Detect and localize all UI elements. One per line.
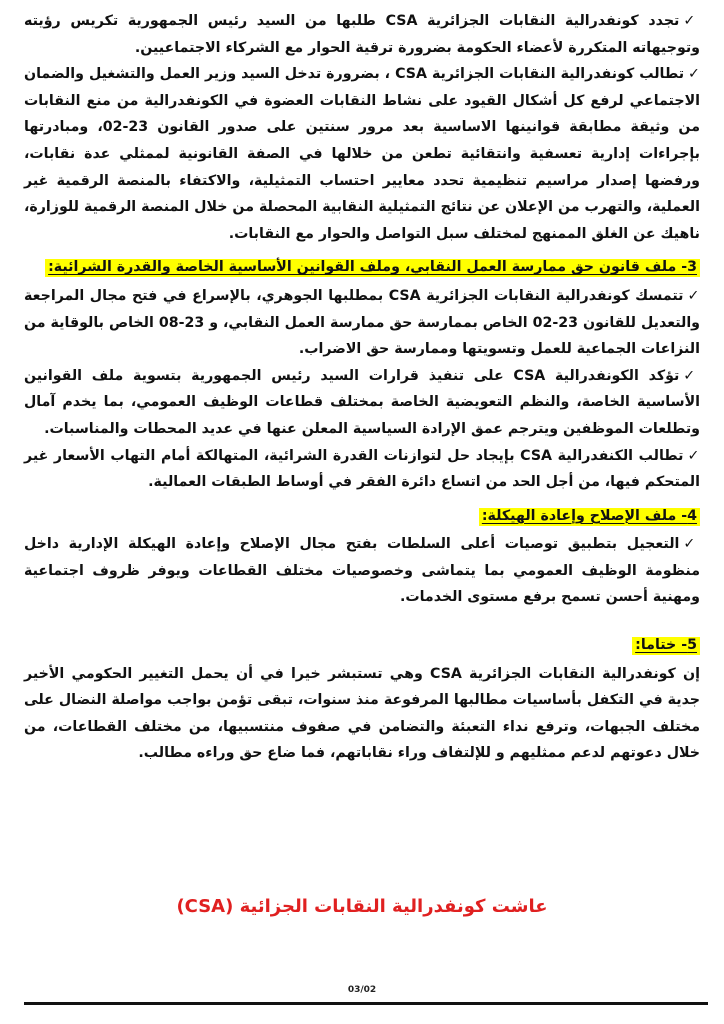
bullet-paragraph	[24, 283, 700, 363]
page-number: 03/02	[347, 985, 377, 995]
spacer	[24, 611, 700, 625]
checkmark-icon: ✓	[688, 66, 700, 83]
document-body	[24, 8, 700, 767]
bullet-paragraph	[24, 531, 700, 611]
highlighted-heading: 4- ملف الإصلاح وإعادة الهيكلة:	[479, 508, 700, 526]
paragraph-text: تجدد كونفدرالية النقابات الجزائرية CSA طلبها من السيد رئيس الجمهورية تكريس رؤيته وتوجيهاته المتكررة لأعضاء الحكومة بضرورة ترقية الحوار مع الشركاء الاجتماعيين.	[24, 13, 700, 56]
footer-divider	[24, 1002, 708, 1005]
checkmark-icon: ✓	[683, 536, 701, 553]
section-heading-5	[24, 632, 700, 659]
section-heading-3	[24, 254, 700, 281]
section-heading-4	[24, 503, 700, 530]
bullet-paragraph	[24, 443, 700, 496]
paragraph-text: تطالب الكنفدرالية CSA بإيجاد حل لتوازنات القدرة الشرائية، المتهالكة أمام التهاب الأسعار غير المتحكم فيها، من أجل الحد من اتساع دائرة الفقر في أوساط الطبقات العمالية.	[24, 447, 700, 491]
paragraph-text: تطالب كونفدرالية النقابات الجزائرية CSA ، بضرورة تدخل السيد وزير العمل والتشغيل والضمان الاجتماعي لرفع كل أشكال القيود على نشاط النقابات العضوة في الكونفدرالية من منع النقابات من وثيقة مطابقة قوانينها الاساسية بعد مرور سنتين على صدور القانون 23-02، ومبادرتها بإجراءات إدارية تعسفية وانتقائية تطعن من خلالها في الصفة القانونية لممثلي عدة نقابات، ورفضها إصدار مراسيم تنظيمية تحدد معايير احتساب التمثيلية، والاكتفاء بالمنصة الرقمية غير العملية، والتهرب من الإعلان عن نتائج التمثيلية النقابية المحصلة من خلال المنصة الرقمية للوزارة، ناهيك عن الغلق الممنهج لمختلف سبل التواصل والحوار مع النقابات.	[24, 66, 700, 242]
conclusion-paragraph: إن كونفدرالية النقابات الجزائرية CSA وهي تستبشر خيرا في أن يحمل التغيير الحكومي الأخير جدية في التكفل بأساسيات مطالبها المرفوعة منذ سنوات، تبقى تؤمن بواجب مواصلة النضال على مختلف الجبهات، وترفع نداء التعبئة والتضامن في صفوف منتسبيها، من مختلف القطاعات، من خلال دعوتهم لدعم ممثليهم و للإلتفاف وراء نقاباتهم، فما ضاع حق وراءه مطالب.	[24, 665, 700, 762]
bullet-paragraph	[24, 8, 700, 61]
bullet-paragraph	[24, 61, 700, 247]
checkmark-icon: ✓	[687, 447, 701, 464]
highlighted-heading: 3- ملف قانون حق ممارسة العمل النقابي، وملف القوانين الأساسية الخاصة والقدرة الشرائية:	[45, 259, 700, 277]
paragraph-text: تؤكد الكونفدرالية CSA على تنفيذ قرارات السيد رئيس الجمهورية بتسوية ملف القوانين الأساسية الخاصة، والنظم التعويضية الخاصة بمختلف قطاعات الوظيف العمومي، بما يخدم آمال وتطلعات الموظفين ويترجم عمق الإرادة السياسية المعلن عنها في عديد المحطات والمناسبات.	[24, 367, 700, 437]
highlighted-heading: 5- ختاما:	[632, 637, 700, 655]
bullet-paragraph	[24, 363, 700, 443]
checkmark-icon: ✓	[687, 287, 700, 304]
paragraph-text: تتمسك كونفدرالية النقابات الجزائرية CSA بمطلبها الجوهري، بالإسراع في فتح مجال المراجعة والتعديل للقانون 23-02 الخاص بممارسة حق ممارسة العمل النقابي، و 23-08 الخاص بالوقاية من النزاعات الجماعية للعمل وتسويتها وممارسة حق الاضراب.	[24, 287, 701, 358]
checkmark-icon: ✓	[683, 367, 701, 384]
paragraph-text: التعجيل بتطبيق توصيات أعلى السلطات بفتح مجال الإصلاح وإعادة الهيكلة الإدارية داخل منظومة الوظيف العمومي بما يتماشى وخصوصيات مختلف القطاعات ويوفر ظروف اجتماعية ومهنية أحسن تسمح برفع مستوى الخدمات.	[24, 536, 700, 606]
closing-slogan: عاشت كونفدرالية النقابات الجزائية (CSA)	[176, 896, 548, 917]
checkmark-icon: ✓	[683, 13, 700, 29]
